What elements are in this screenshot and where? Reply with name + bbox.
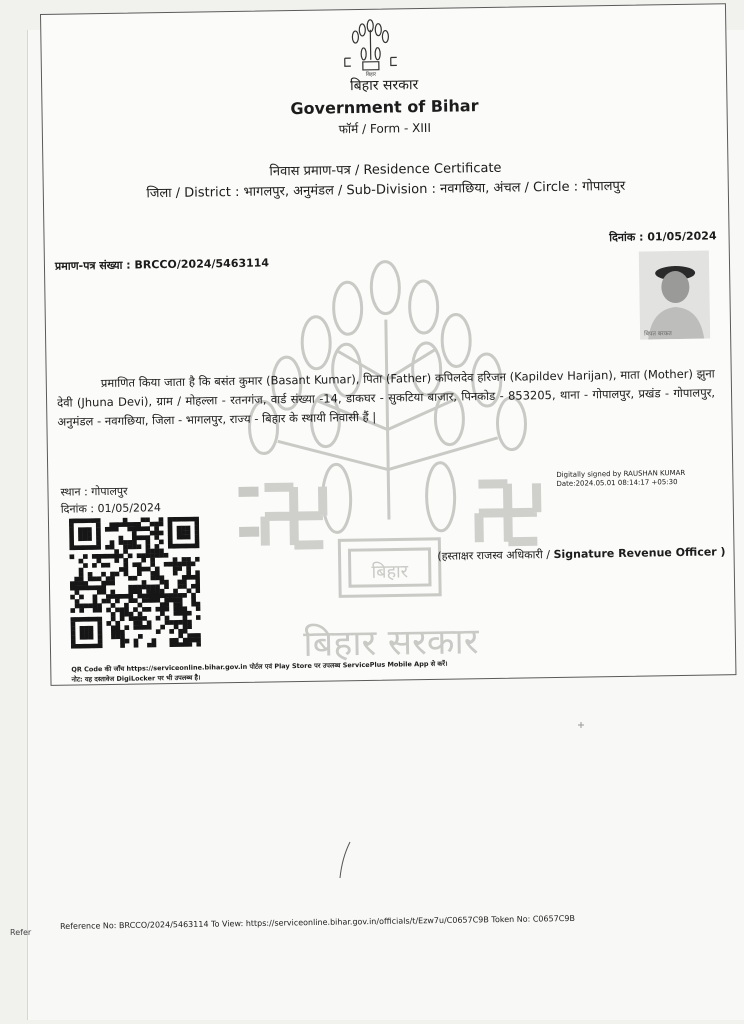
watermark-emblem-icon [235, 257, 541, 672]
certificate-number: प्रमाण-पत्र संख्या : BRCCO/2024/5463114 [54, 256, 270, 273]
page-stub-text: Refer [10, 928, 32, 937]
certificate-body-text: प्रमाणित किया जाता है कि बसंत कुमार (Basant Kumar), पिता (Father) कपिलदेव हरिजन (Kapildev Harijan), माता (Mother) झुना देवी (Jhuna Devi), ग्राम / मोहल्ला - रतनगंज, वार्ड संख्या -14, डाकघर - सुकटिया बाजार, पिनकोड - 853205, थाना - गोपालपुर, प्रखंड - गोपालपुर, अनुमंडल - नवगछिया, जिला - भागलपुर, राज्य - बिहार के स्थायी निवासी हैं | [56, 366, 716, 429]
scan-speck-icon [578, 722, 584, 728]
applicant-photo [639, 251, 710, 340]
watermark-swastika-right-icon [472, 477, 543, 548]
digilocker-note: नोट: यह दस्तावेज DigiLocker पर भी उपलब्ध है। [71, 673, 201, 684]
digital-sign-name: Digitally signed by RAUSHAN KUMAR [556, 468, 686, 479]
watermark-text: बिहार सरकार [302, 621, 479, 665]
body-indent [57, 387, 101, 388]
issue-date-bottom: दिनांक : 01/05/2024 [60, 501, 162, 516]
officer-label-hindi: (हस्ताक्षर राजस्व अधिकारी / [437, 548, 554, 563]
qr-verification-note: QR Code की जाँच https://serviceonline.bihar.gov.in पोर्टल एवं Play Store पर उपलब्ध ServicePlus Mobile App से करें। [71, 659, 448, 674]
certificate-body [57, 364, 716, 431]
government-title-hindi: बिहार सरकार [349, 77, 419, 95]
bihar-emblem-icon [341, 17, 400, 78]
district-line: जिला / District : भागलपुर, अनुमंडल / Sub-Division : नवगछिया, अंचल / Circle : गोपालपुर [146, 178, 626, 202]
emblem-text: बिहार [365, 71, 377, 78]
form-number: फॉर्म / Form - XIII [338, 120, 432, 137]
watermark-swastika-left-icon [258, 481, 329, 552]
person-photo-icon [639, 251, 710, 340]
issue-date-top: दिनांक : 01/05/2024 [609, 229, 717, 245]
photo-caption: बिपत बरकत [644, 330, 672, 338]
qr-code-icon [69, 517, 201, 649]
signature-officer [437, 544, 725, 564]
residence-certificate [40, 3, 736, 686]
watermark-emblem-text: बिहार [371, 561, 409, 583]
digital-signature [556, 469, 685, 489]
government-title-english: Government of Bihar [290, 96, 479, 119]
place: स्थान : गोपालपुर [60, 484, 128, 499]
officer-label-english: Signature Revenue Officer ) [553, 545, 726, 561]
reference-line: Reference No: BRCCO/2024/5463114 To View: https://serviceonline.bihar.gov.in/officials/t/Ezw7u/C0657C9B Token No: C0657C9B [60, 913, 575, 931]
digital-sign-date: Date:2024.05.01 08:14:17 +05:30 [556, 478, 678, 488]
certificate-name: निवास प्रमाण-पत्र / Residence Certificate [269, 160, 502, 180]
pen-mark-icon [334, 840, 354, 880]
